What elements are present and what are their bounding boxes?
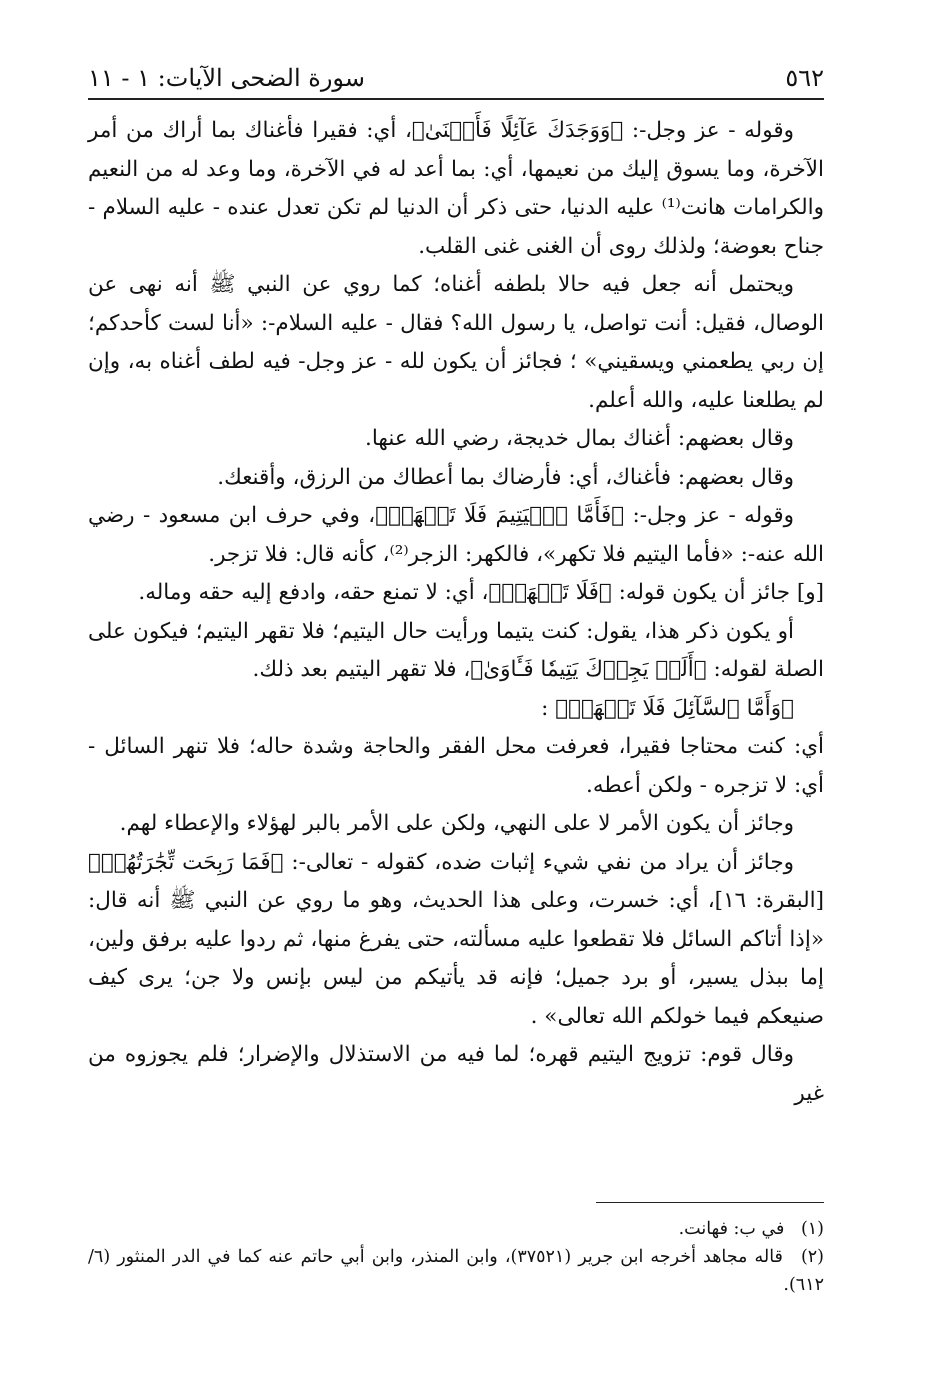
main-text	[88, 112, 824, 1113]
footnote-text: في ب: فهانت.	[678, 1219, 785, 1239]
header-rule	[88, 98, 824, 100]
footnotes	[88, 1215, 824, 1299]
paragraph: وقال بعضهم: فأغناك، أي: فأرضاك بما أعطاك من الرزق، وأقنعك.	[217, 464, 794, 490]
paragraph: وقوله - عز وجل-: ﴿وَوَجَدَكَ عَآئِلًا فَأَغۡنَىٰ﴾، أي: فقيرا فأغناك بما أراك من أمر الآخرة، وما يسوق إليك من نعيمها، أي: بما أعد له في الآخرة، وما وعد له من النعيم والكرامات هانت⁽¹⁾ عليه الدنيا، حتى ذكر أن الدنيا لم تكن تعدل عنده - عليه السلام - جناح بعوضة؛ ولذلك روى أن الغنى غنى القلب.	[88, 118, 824, 259]
paragraph: أي: كنت محتاجا فقيرا، فعرفت محل الفقر والحاجة وشدة حاله؛ فلا تنهر السائل - أي: لا تزجره - ولكن أعطه.	[88, 734, 824, 798]
page-number: ٥٦٢	[785, 64, 824, 92]
paragraph: وقال قوم: تزويج اليتيم قهره؛ لما فيه من الاستذلال والإضرار؛ فلم يجوزوه من غير	[88, 1042, 824, 1106]
paragraph: ويحتمل أنه جعل فيه حالا بلطفه أغناه؛ كما روي عن النبي ﷺ أنه نهى عن الوصال، فقيل: أنت تواصل، يا رسول الله؟ فقال - عليه السلام-: «أنا لست كأحدكم؛ إن ربي يطعمني ويسقيني» ؛ فجائز أن يكون لله - عز وجل- فيه لطف أغناه به، وإن لم يطلعنا عليه، والله أعلم.	[88, 272, 824, 413]
footnote-text: قاله مجاهد أخرجه ابن جرير (٣٧٥٢١)، وابن المنذر، وابن أبي حاتم عنه كما في الدر المنثور (٦/ ٦١٢).	[88, 1247, 824, 1295]
paragraph: وقال بعضهم: أغناك بمال خديجة، رضي الله عنها.	[365, 426, 794, 451]
footnote-rule	[596, 1202, 824, 1203]
paragraph: [و] جائز أن يكون قوله: ﴿فَلَا تَقۡهَرۡ﴾، أي: لا تمنع حقه، وادفع إليه حقه وماله.	[138, 580, 824, 605]
footnote-number: (١)	[800, 1219, 824, 1239]
paragraph: وجائز أن يراد من نفي شيء إثبات ضده، كقوله - تعالى-: ﴿فَمَا رَبِحَت تِّجَٰرَتُهُمۡ﴾ [البقرة: ١٦]، أي: خسرت، وعلى هذا الحديث، وهو ما روي عن النبي ﷺ أنه قال: «إذا أتاكم السائل فلا تقطعوا عليه مسألته، حتى يفرغ منها، ثم ردوا عليه برفق ولين، إما ببذل يسير، أو برد جميل؛ فإنه قد يأتيكم من ليس بإنس ولا جن؛ يرى كيف صنيعكم فيما خولكم الله تعالى» .	[88, 849, 824, 1029]
paragraph: وجائز أن يكون الأمر لا على النهي، ولكن على الأمر بالبر لهؤلاء والإعطاء لهم.	[119, 811, 794, 836]
paragraph: أو يكون ذكر هذا، يقول: كنت يتيما ورأيت حال اليتيم؛ فلا تقهر اليتيم؛ فيكون على الصلة لقوله: ﴿أَلَمۡ يَجِدۡكَ يَتِيمٗا فَـَٔاوَىٰ﴾، فلا تقهر اليتيم بعد ذلك.	[88, 618, 824, 682]
footnote	[88, 1215, 824, 1243]
verse-heading: ﴿وَأَمَّا ٱلسَّآئِلَ فَلَا تَنۡهَرۡ﴾ :	[541, 695, 794, 721]
page-header	[88, 62, 824, 102]
paragraph: وقوله - عز وجل-: ﴿فَأَمَّا ٱلۡيَتِيمَ فَلَا تَقۡهَرۡ﴾، وفي حرف ابن مسعود - رضي الله عنه-: «فأما اليتيم فلا تكهر»، فالكهر: الزجر⁽²⁾، كأنه قال: فلا تزجر.	[88, 503, 824, 567]
running-title: سورة الضحى الآيات: ١ - ١١	[88, 64, 365, 92]
footnote	[88, 1243, 824, 1299]
footnote-number: (٢)	[800, 1247, 824, 1267]
